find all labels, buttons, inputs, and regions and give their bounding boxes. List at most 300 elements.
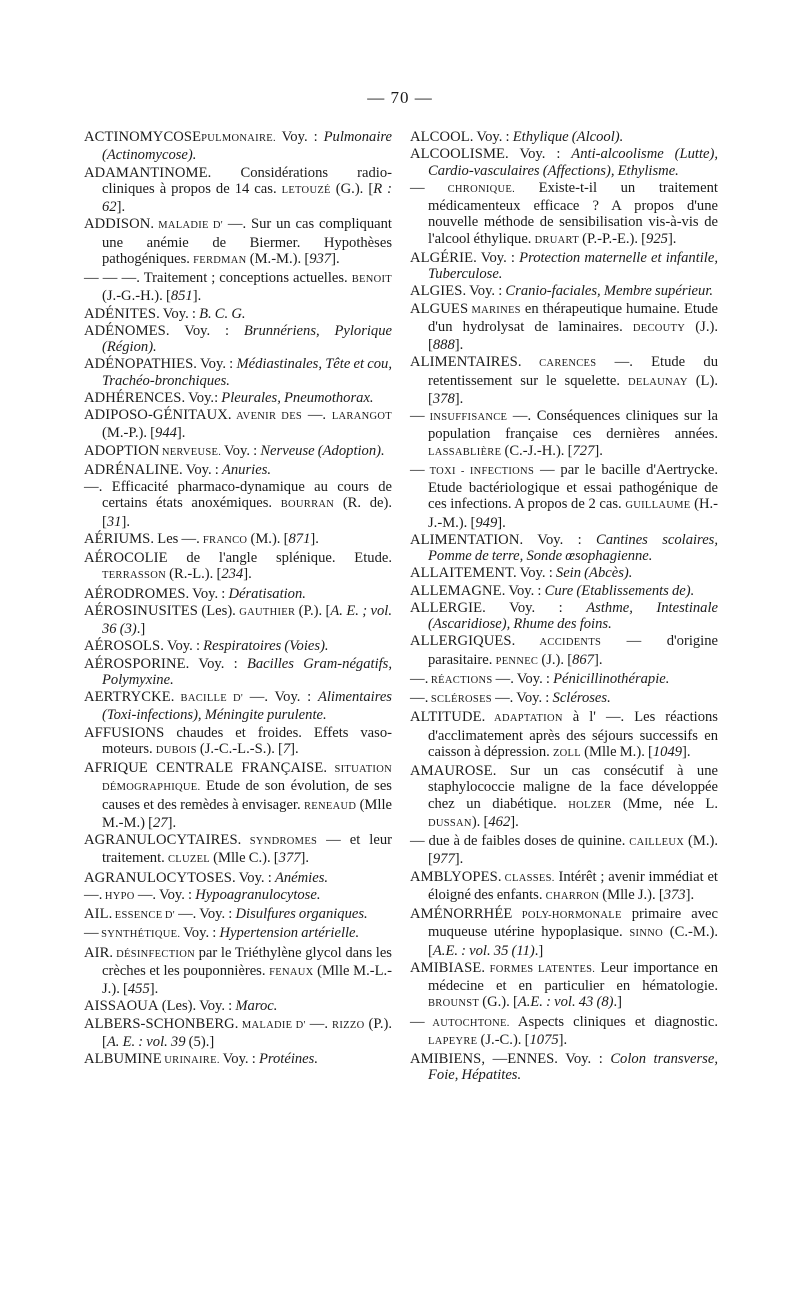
entry-text: —. Conséquences cliniques sur la population française ces dernières années. [428, 408, 719, 443]
entry-heading: ALLEMAGNE. [410, 582, 506, 599]
entry-text: ]. [243, 566, 252, 583]
small-caps-text: DUSSAN [428, 817, 472, 829]
italic-text: 925 [646, 230, 668, 247]
italic-text: Cranio-faciales, Membre supérieur. [505, 283, 714, 300]
entry-text: (P.). [ [295, 602, 331, 619]
entry-text: ]. [593, 651, 603, 668]
small-caps-text: ESSENCE D' [112, 910, 175, 921]
entry-heading: ALLERGIE. [410, 599, 486, 616]
index-entry [84, 129, 392, 164]
entry-text: (L). [ [428, 372, 718, 407]
entry-text: (Mlle M.-M.) [ [102, 796, 392, 831]
index-entry [410, 532, 718, 565]
entry-text: Voy. : [219, 1051, 259, 1067]
entry-heading: AGRANULOCYTOSES. [84, 869, 236, 886]
index-entry [410, 671, 718, 689]
small-caps-text: LAPEYRE [428, 1035, 478, 1047]
entry-text: Considérations radio-cliniques à propos de 14 cas. [102, 164, 392, 197]
entry-text: (Les). [198, 602, 240, 619]
entry-text: Leur importance en médecine et en particulier en hématologie. [428, 959, 718, 994]
index-entry [84, 906, 392, 924]
entry-text: Les —. [154, 530, 203, 547]
italic-text: 1075 [529, 1031, 559, 1048]
index-entry [410, 833, 718, 868]
entry-text: primaire avec muqueuse utérine hypoplasique. [428, 906, 718, 941]
italic-text: 867 [572, 651, 594, 668]
italic-text: 937 [309, 250, 332, 267]
entry-heading: — — —. [84, 270, 141, 286]
index-entry [410, 354, 718, 407]
index-entry [84, 832, 392, 869]
entry-text: ]. [192, 288, 202, 305]
index-entry [84, 1016, 392, 1051]
small-caps-text: DÉSINFECTION [113, 948, 195, 960]
entry-text: (J.-G.-H.). [ [102, 288, 171, 305]
entry-text: — d'origine parasitaire. [428, 633, 719, 668]
small-caps-text: SCLÉROSES [428, 694, 492, 705]
entry-heading: AERTRYCKE. [84, 689, 175, 705]
small-caps-text: GUILLAUME [625, 500, 691, 512]
entry-text: (M.). [ [428, 833, 718, 868]
entry-text: —. Voy. : [174, 906, 236, 922]
entry-text: (5). [185, 1033, 210, 1050]
entry-heading: — [410, 833, 425, 849]
entry-heading: ALGIES. [410, 283, 467, 300]
italic-text: 977 [432, 851, 455, 868]
entry-text: Existe-t-il un traitement médicamenteux efficace ? A propos d'une nouvelle méthode de sensibilisation vis-à-vis de l'alcool éthylique. [428, 179, 718, 247]
index-entry [84, 356, 392, 389]
entry-heading: AMBLYOPES. [410, 868, 502, 885]
entry-heading: ADDISON. [84, 216, 155, 233]
index-entry [84, 586, 392, 602]
entry-text: ]. [290, 740, 299, 757]
entry-text: (Mlle M.-L.-J.). [ [102, 962, 392, 997]
entry-heading: AÉROCOLIE [84, 550, 168, 566]
entry-heading: AMAUROSE. [410, 763, 497, 779]
small-caps-text: FORMES LATENTES. [485, 963, 596, 975]
small-caps-text: HOLZER [568, 799, 612, 811]
entry-text: . [613, 994, 618, 1011]
entry-text: Aspects cliniques et diagnostic. [509, 1013, 718, 1030]
entry-text: de l'angle splénique. Etude. [167, 550, 392, 566]
index-entry [84, 479, 392, 530]
index-entry [84, 462, 392, 478]
small-caps-text: FERDMAN [193, 254, 247, 266]
italic-text: 949 [475, 514, 498, 531]
entry-heading: ALIMENTAIRES. [410, 354, 522, 371]
italic-text: 888 [432, 337, 455, 353]
index-entry [410, 1014, 718, 1051]
entry-text: ]. [667, 230, 677, 247]
entry-text: (G.). [ [330, 180, 374, 197]
entry-text: —. Etude du retentissement sur le squelette. [428, 354, 718, 389]
entry-heading: ADIPOSO-GÉNITAUX. [84, 407, 232, 423]
entry-text: (C.-J.-H.). [ [501, 442, 573, 459]
entry-text: Voy.: [185, 389, 222, 406]
entry-text: ). [ [471, 813, 489, 830]
entry-text: ]. [300, 850, 310, 867]
italic-text: R : 62 [102, 180, 392, 215]
entry-text: Voy. : [197, 356, 237, 373]
small-caps-text: BROUNST [428, 998, 480, 1010]
index-entry [84, 638, 392, 654]
entry-text: —. Voy. : [134, 886, 196, 903]
entry-text: Efficacité pharmaco-dynamique au cours de certains états anoxémiques. [102, 479, 392, 512]
entry-heading: —. [84, 886, 103, 903]
entry-text: ] [209, 1033, 215, 1050]
entry-text: Voy. : [275, 129, 324, 145]
italic-text: A. E. ; vol. 36 (3) [102, 602, 392, 637]
entry-heading: ALBUMINE [84, 1051, 162, 1067]
left-column [84, 129, 392, 1070]
entry-text: Voy. : [466, 283, 506, 300]
entry-text: ]. [685, 886, 695, 903]
entry-heading: — [84, 925, 99, 942]
entry-text: (J.). [ [538, 651, 573, 668]
index-entry [410, 462, 718, 531]
italic-text: 234 [221, 566, 244, 583]
entry-heading: ADOPTION [84, 442, 160, 459]
entry-text: —. Voy. : [243, 689, 318, 705]
entry-heading: ADÉNOPATHIES. [84, 356, 198, 373]
italic-text: Pleurales, Pneumothorax. [221, 389, 374, 406]
entry-heading: AÉROSPORINE. [84, 655, 190, 672]
entry-text: — par le bacille d'Aertrycke. Etude bactériologique et essai pathogénique de ces infections. A propos de 2 cas. [428, 461, 718, 513]
index-entry [84, 323, 392, 356]
index-entry [84, 656, 392, 689]
entry-heading: — [410, 1013, 425, 1030]
index-entry [410, 283, 718, 299]
index-entry [84, 390, 392, 406]
index-entry [84, 550, 392, 585]
entry-text: —. Voy. : [492, 670, 554, 687]
entry-heading: ALCOOL. [410, 129, 474, 145]
entry-text: ]. [594, 442, 603, 459]
small-caps-text: GAUTHIER [239, 606, 296, 618]
italic-text: Anémies. [274, 869, 329, 886]
entry-heading: —. [410, 670, 429, 687]
italic-text: 373 [663, 886, 686, 903]
entry-text: (M.). [ [247, 530, 289, 547]
italic-text: Nerveuse (Adoption). [260, 442, 385, 459]
italic-text: Cantines scolaires, Pomme de terre, Sonde œsophagienne. [428, 531, 718, 564]
small-caps-text: MARINES [468, 304, 521, 316]
entry-heading: — [410, 461, 425, 478]
entry-heading: AIL. [84, 906, 113, 922]
entry-text: ]. [176, 425, 186, 442]
small-caps-text: RÉACTIONS [428, 674, 493, 686]
italic-text: Hypoagranulocytose. [195, 886, 321, 903]
entry-text: ]. [682, 743, 691, 760]
small-caps-text: ACCIDENTS [515, 637, 602, 649]
index-entry [84, 270, 392, 305]
entry-text: (Mme, née L. [611, 795, 718, 812]
entry-text: (G.). [ [479, 994, 518, 1011]
index-entry [84, 216, 392, 269]
small-caps-text: DUBOIS [155, 744, 197, 756]
italic-text: 7 [282, 740, 291, 757]
italic-text: Disulfures organiques. [235, 906, 368, 922]
index-entry [410, 1051, 718, 1084]
italic-text: Respiratoires (Voies). [203, 638, 329, 655]
small-caps-text: URINAIRE. [161, 1055, 220, 1066]
entry-text: (H.-J.-M.). [ [428, 496, 718, 531]
entry-text: (J.-C.). [ [477, 1031, 530, 1048]
small-caps-text: TERRASSON [102, 570, 166, 582]
entry-text: (P.-P.-E.). [ [578, 230, 647, 247]
entry-heading: ALLERGIQUES. [410, 633, 516, 650]
entry-heading: ALBERS-SCHONBERG. [84, 1015, 239, 1032]
entry-text: Voy. : [182, 461, 222, 478]
entry-text: (J.). [ [428, 318, 718, 353]
small-caps-text: SINNO [629, 928, 664, 940]
entry-text: Voy. : [508, 146, 572, 163]
entry-text: (Les). Voy. : [158, 998, 236, 1015]
index-entry [84, 998, 392, 1014]
entry-text: —ENNES. Voy. : [485, 1051, 611, 1067]
index-entry [410, 763, 718, 832]
small-caps-text: POLY-HORMONALE [512, 910, 622, 921]
entry-heading: — [410, 179, 425, 196]
entry-text: —. Sur un cas compliquant une anémie de Biermer. Hypothèses pathogéniques. [102, 216, 392, 267]
entry-heading: AMIBIENS, [410, 1051, 486, 1067]
index-entry [410, 869, 718, 906]
entry-text: Traitement ; conceptions actuelles. [140, 270, 352, 286]
entry-text: (C.-M.). [ [428, 924, 719, 959]
entry-heading: — [410, 408, 425, 424]
index-entry [84, 407, 392, 442]
italic-text: Dératisation. [228, 585, 306, 602]
entry-text: Voy. : [221, 442, 261, 459]
italic-text: Pénicillinothérapie. [553, 670, 670, 687]
entry-text: (R. de). [ [102, 495, 392, 530]
entry-heading: ADÉNOMES. [84, 322, 170, 339]
index-entry [84, 603, 392, 638]
entry-text: Voy. : [189, 655, 247, 672]
index-entry [84, 165, 392, 216]
index-entry [84, 689, 392, 724]
index-entry [84, 443, 392, 461]
small-caps-text: PULMONAIRE. [201, 133, 276, 144]
italic-text: Pulmonaire (Actinomycose). [102, 129, 392, 164]
entry-heading: ALGUES [410, 300, 469, 317]
index-entry [410, 906, 718, 959]
index-entry [410, 146, 718, 179]
entry-heading: ALCOOLISME. [410, 146, 509, 163]
index-entry [84, 945, 392, 998]
index-entry [84, 725, 392, 760]
italic-text: 378 [432, 390, 455, 407]
entry-text: ]. [149, 981, 159, 997]
small-caps-text: RENEAUD [303, 800, 357, 812]
small-caps-text: BACILLE D' [174, 693, 244, 704]
entry-text: à l' —. Les réactions d'acclimatement après des séjours successifs en caisson à dépression. [428, 709, 718, 760]
italic-text: 462 [488, 813, 511, 830]
italic-text: Scléroses. [552, 690, 611, 706]
index-entry [84, 531, 392, 549]
entry-text: —. [302, 407, 332, 423]
entry-text: Voy. : [516, 565, 556, 582]
index-entry [84, 306, 392, 322]
index-entry [410, 709, 718, 762]
entry-heading: AÉRIUMS. [84, 530, 155, 547]
entry-text: (R.-L.). [ [165, 566, 222, 583]
entry-heading: AÉROSINUSITES [84, 602, 199, 619]
italic-text: 377 [278, 850, 301, 867]
entry-heading: ADHÉRENCES. [84, 389, 186, 406]
entry-text: (J.-C.-L.-S.). [ [196, 740, 283, 757]
entry-text: (Mlle M.). [ [580, 743, 653, 760]
italic-text: Anti-alcoolisme (Lutte), Cardio-vasculaires (Affections), Ethylisme. [428, 146, 718, 179]
italic-text: 944 [155, 425, 177, 442]
entry-text: Voy. : [473, 129, 513, 145]
entry-text: ]. [454, 337, 464, 353]
italic-text: Ethylique (Alcool). [512, 129, 624, 145]
index-entry [84, 760, 392, 831]
small-caps-text: SITUATION DÉMOGRAPHIQUE. [102, 764, 392, 794]
index-entry [410, 408, 718, 461]
entry-heading: AMIBIASE. [410, 959, 486, 976]
small-caps-text: AUTOCHTONE. [424, 1017, 510, 1029]
entry-text: ]. [331, 250, 340, 267]
entry-text: chaudes et froides. Effets vaso-moteurs. [102, 724, 392, 757]
index-entry [410, 250, 718, 283]
entry-heading: AÉROSOLS. [84, 638, 164, 655]
italic-text: A.E. : vol. 43 (8) [517, 994, 614, 1011]
entry-text: Voy. : [235, 869, 275, 886]
small-caps-text: DELAUNAY [627, 376, 688, 388]
entry-text: . [534, 942, 539, 959]
small-caps-text: BOURRAN [280, 499, 335, 511]
italic-text: A.E. : vol. 35 (11) [432, 942, 535, 959]
italic-text: Hypertension artérielle. [219, 925, 360, 942]
entry-heading: ALTITUDE. [410, 709, 486, 726]
entry-text: ]. [454, 390, 464, 407]
entry-text: (M.-M.). [ [246, 250, 310, 267]
entry-text: Voy. : [159, 305, 200, 322]
entry-heading: ACTINOMYCOSE [84, 129, 202, 145]
small-caps-text: SYNDROMES [241, 836, 318, 847]
entry-text: par le Triéthylène glycol dans les crèches et les pouponnières. [102, 944, 392, 979]
entry-heading: AIR. [84, 944, 114, 961]
italic-text: Protection maternelle et infantile, Tuberculose. [428, 249, 718, 282]
small-caps-text: FENAUX [269, 966, 314, 978]
entry-text: en thérapeutique humaine. Etude d'un hydrolysat de laminaires. [428, 300, 719, 335]
index-entry [410, 690, 718, 708]
entry-heading: ALIMENTATION. [410, 531, 524, 548]
italic-text: Cure (Etablissements de). [544, 582, 695, 599]
entry-text: ]. [454, 851, 464, 868]
entry-text: (P.). [ [102, 1015, 393, 1050]
right-column [410, 129, 718, 1085]
index-entry [410, 633, 718, 670]
small-caps-text: LETOUZÉ [281, 184, 331, 196]
small-caps-text: CHARRON [545, 890, 600, 902]
small-caps-text: CAILLEUX [629, 837, 685, 848]
small-caps-text: INSUFFISANCE [424, 412, 508, 423]
entry-text: ]. [121, 513, 130, 530]
entry-text: ]. [497, 514, 506, 531]
italic-text: 455 [127, 981, 150, 997]
entry-text: due à de faibles doses de quinine. [424, 833, 630, 849]
entry-text: Etude de son évolution, de ses causes et des remèdes à envisager. [102, 778, 392, 813]
entry-text: — et leur traitement. [102, 832, 392, 867]
entry-text: Voy. : [163, 638, 204, 655]
entry-text: Voy. : [523, 531, 596, 548]
entry-text: ]. [116, 199, 126, 215]
entry-heading: AÉRODROMES. [84, 585, 190, 602]
italic-text: 1049 [652, 743, 683, 760]
entry-text: Sur un cas consécutif à une staphylococcie maligne de la face développée chez un diabétique. [428, 763, 718, 812]
italic-text: Alimentaires (Toxi-infections), Méningite purulente. [102, 689, 392, 724]
entry-heading: AMÉNORRHÉE [410, 906, 513, 922]
entry-text: —. Voy. : [491, 690, 553, 706]
italic-text: Colon transverse, Foie, Hépatites. [428, 1051, 718, 1084]
index-entry [410, 583, 718, 599]
italic-text: 851 [170, 288, 193, 305]
small-caps-text: FRANCO [202, 534, 248, 546]
italic-text: Médiastinales, Tête et cou, Trachéo-bronchiques. [102, 356, 392, 389]
small-caps-text: RIZZO [332, 1019, 365, 1031]
italic-text: 871 [288, 530, 311, 547]
small-caps-text: ADAPTATION [485, 713, 563, 725]
index-entry [84, 1051, 392, 1069]
small-caps-text: PENNEC [495, 655, 539, 667]
italic-text: 27 [152, 814, 168, 831]
small-caps-text: CHRONIQUE. [424, 183, 516, 195]
index-entry [84, 887, 392, 905]
italic-text: Asthme, Intestinale (Ascaridiose), Rhume des foins. [428, 599, 718, 632]
entry-text: ]. [310, 530, 319, 547]
index-entry [410, 301, 718, 354]
small-caps-text: ZOLL [552, 747, 581, 759]
small-caps-text: NERVEUSE. [159, 446, 222, 458]
page-number: — 70 — [367, 88, 433, 107]
entry-text: Voy. : [169, 322, 244, 339]
entry-text: (M.-P.). [ [102, 425, 156, 442]
entry-text: Voy. : [476, 249, 520, 266]
entry-text: (Mlle C.). [ [210, 850, 279, 867]
index-entry [84, 925, 392, 943]
entry-text: ] [538, 942, 544, 959]
italic-text: A. E. : vol. 39 [106, 1033, 186, 1050]
entry-heading: ADRÉNALINE. [84, 461, 183, 478]
entry-text: ]. [167, 814, 177, 831]
entry-heading: AGRANULOCYTAIRES. [84, 832, 242, 848]
italic-text: Protéines. [258, 1051, 318, 1067]
small-caps-text: DECOUTY [632, 322, 686, 334]
index-entry [410, 129, 718, 145]
entry-heading: AISSAOUA [84, 998, 159, 1015]
italic-text: 727 [572, 442, 595, 459]
italic-text: Sein (Abcès). [555, 565, 633, 582]
entry-text: . [136, 621, 141, 637]
index-entry [410, 960, 718, 1013]
italic-text: Anuries. [221, 461, 272, 478]
italic-text: 31 [106, 513, 122, 530]
entry-heading: ADAMANTINOME. [84, 164, 212, 181]
small-caps-text: CLASSES. [501, 872, 555, 884]
entry-text: ] [617, 994, 623, 1011]
small-caps-text: BENOIT [351, 274, 392, 285]
small-caps-text: CARENCES [521, 358, 597, 370]
italic-text: Brunnériens, Pylorique (Région). [102, 322, 393, 355]
entry-text: (Mlle J.). [ [599, 886, 664, 903]
entry-heading: ALGÉRIE. [410, 249, 477, 266]
small-caps-text: LASSABLIÈRE [428, 446, 502, 458]
entry-heading: AFRIQUE CENTRALE FRANÇAISE. [84, 760, 328, 776]
small-caps-text: MALADIE D' [154, 220, 223, 232]
